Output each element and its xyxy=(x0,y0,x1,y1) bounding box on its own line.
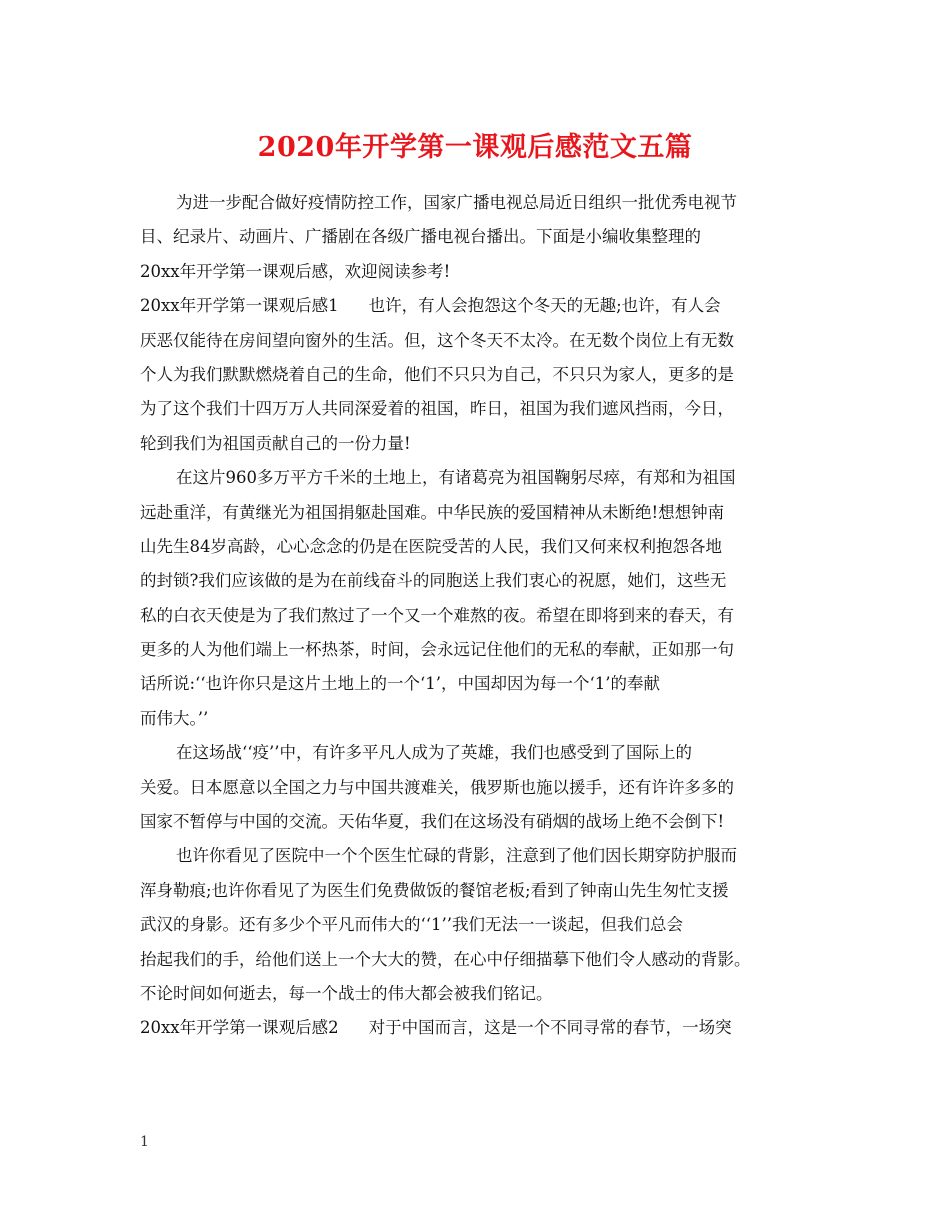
document-body xyxy=(140,186,820,1046)
text-line: 厌恶仅能待在房间望向窗外的生活。但，这个冬天不太冷。在无数个岗位上有无数 xyxy=(140,330,734,350)
section-heading: 20xx年开学第一课观后感1 xyxy=(140,296,339,316)
text-line: 在这片960多万平方千米的土地上，有诸葛亮为祖国鞠躬尽瘁，有郑和为祖国 xyxy=(176,468,736,488)
text-line: 浑身勒痕;也许你看见了为医生们免费做饭的餐馆老板;看到了钟南山先生匆忙支援 xyxy=(140,880,729,900)
text-line: 为了这个我们十四万万人共同深爱着的祖国，昨日，祖国为我们遮风挡雨，今日， xyxy=(140,399,734,419)
text-line: 私的白衣天使是为了我们熬过了一个又一个难熬的夜。希望在即将到来的春天，有 xyxy=(140,605,734,625)
section-text: 也许，有人会抱怨这个冬天的无趣;也许，有人会 xyxy=(368,296,721,316)
text-line: 山先生84岁高龄，心心念念的仍是在医院受苦的人民，我们又何来权利抱怨各地 xyxy=(140,536,722,556)
section-text: 对于中国而言，这是一个不同寻常的春节，一场突 xyxy=(368,1018,732,1038)
text-line: 不论时间如何逝去，每一个战士的伟大都会被我们铭记。 xyxy=(140,983,553,1003)
text-line: 在这场战‘‘疫’’中，有许多平凡人成为了英雄，我们也感受到了国际上的 xyxy=(176,743,692,763)
text-line: 远赴重洋，有黄继光为祖国捐躯赴国难。中华民族的爱国精神从未断绝!想想钟南 xyxy=(140,502,725,522)
text-line xyxy=(140,1011,820,1045)
page-number: 1 xyxy=(140,1134,149,1150)
text-line: 而伟大。’’ xyxy=(140,708,209,728)
text-line: 也许你看见了医院中一个个医生忙碌的背影，注意到了他们因长期穿防护服而 xyxy=(176,846,737,866)
document-title: 2020年开学第一课观后感范文五篇 xyxy=(257,132,693,163)
text-line: 个人为我们默默燃烧着自己的生命，他们不只只为自己，不只只为家人，更多的是 xyxy=(140,364,734,384)
text-line: 话所说:‘‘也许你只是这片土地上的一个‘1’，中国却因为每一个‘1’的奉献 xyxy=(140,674,661,694)
text-line: 20xx年开学第一课观后感，欢迎阅读参考! xyxy=(140,261,451,281)
text-line: 国家不暂停与中国的交流。天佑华夏，我们在这场没有硝烟的战场上绝不会倒下! xyxy=(140,812,725,832)
text-line: 轮到我们为祖国贡献自己的一份力量! xyxy=(140,433,411,453)
text-line: 抬起我们的手，给他们送上一个大大的赞，在心中仔细描摹下他们令人感动的背影。 xyxy=(140,949,751,969)
section-heading: 20xx年开学第一课观后感2 xyxy=(140,1018,339,1038)
text-line: 武汉的身影。还有多少个平凡而伟大的‘‘1’’我们无法一一谈起，但我们总会 xyxy=(140,915,683,935)
text-line: 目、纪录片、动画片、广播剧在各级广播电视台播出。下面是小编收集整理的 xyxy=(140,227,701,247)
text-line: 的封锁?我们应该做的是为在前线奋斗的同胞送上我们衷心的祝愿，她们，这些无 xyxy=(140,571,727,591)
text-line: 更多的人为他们端上一杯热茶，时间，会永远记住他们的无私的奉献，正如那一句 xyxy=(140,640,734,660)
text-line: 关爱。日本愿意以全国之力与中国共渡难关，俄罗斯也施以援手，还有许许多多的 xyxy=(140,777,734,797)
text-line xyxy=(140,289,820,323)
text-line: 为进一步配合做好疫情防控工作，国家广播电视总局近日组织一批优秀电视节 xyxy=(176,193,737,212)
